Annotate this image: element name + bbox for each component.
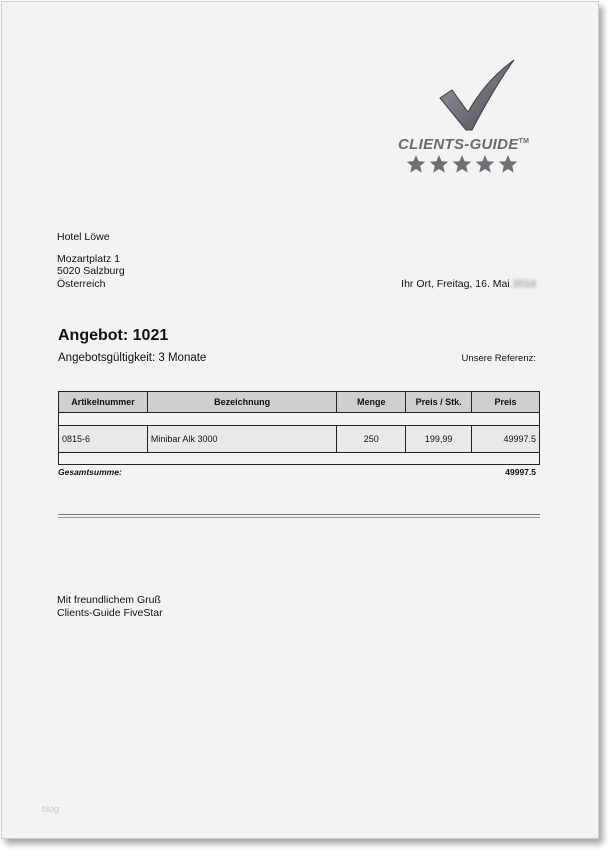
cell-description: Minibar Alk 3000	[147, 426, 336, 453]
cell-unit-price: 199,99	[406, 426, 472, 453]
offer-validity: Angebotsgültigkeit: 3 Monate	[58, 352, 207, 364]
star-icon	[475, 154, 495, 174]
clients-guide-logo	[398, 58, 538, 178]
cell-price: 49997.5	[472, 426, 540, 453]
col-header-unit-price: Preis / Stk.	[406, 392, 472, 413]
checkmark-icon	[438, 58, 518, 134]
brand-name: CLIENTS-GUIDE™	[398, 136, 530, 153]
star-icon	[498, 154, 518, 174]
offer-title: Angebot: 1021	[58, 327, 169, 344]
cell-article-no: 0815-6	[59, 426, 148, 453]
closing-sender: Clients-Guide FiveStar	[57, 607, 163, 619]
recipient-street: Mozartplatz 1	[57, 253, 121, 265]
recipient-city: 5020 Salzburg	[57, 265, 125, 277]
recipient-name: Hotel Löwe	[57, 231, 110, 243]
col-header-price: Preis	[472, 392, 540, 413]
date-line: Ihr Ort, Freitag, 16. Mai 2014	[401, 278, 536, 290]
table-row	[59, 426, 540, 453]
table-header-row	[59, 392, 540, 413]
rating-stars	[406, 154, 518, 174]
reference-label: Unsere Referenz:	[461, 353, 536, 364]
blurred-year: 2014	[512, 278, 536, 290]
table-spacer	[59, 413, 540, 426]
recipient-country: Österreich	[57, 278, 106, 290]
divider-line	[58, 517, 540, 518]
star-icon	[429, 154, 449, 174]
watermark: blog	[42, 804, 60, 814]
items-table	[58, 391, 540, 465]
col-header-quantity: Menge	[337, 392, 406, 413]
table-spacer	[59, 453, 540, 465]
star-icon	[452, 154, 472, 174]
col-header-article-no: Artikelnummer	[59, 392, 148, 413]
cell-quantity: 250	[337, 426, 406, 453]
col-header-description: Bezeichnung	[147, 392, 336, 413]
closing-greeting: Mit freundlichem Gruß	[57, 594, 161, 606]
star-icon	[406, 154, 426, 174]
total-value: 49997.5	[505, 467, 536, 477]
total-label: Gesamtsumme:	[58, 467, 122, 477]
divider-line	[58, 514, 540, 515]
document-page	[1, 1, 599, 839]
